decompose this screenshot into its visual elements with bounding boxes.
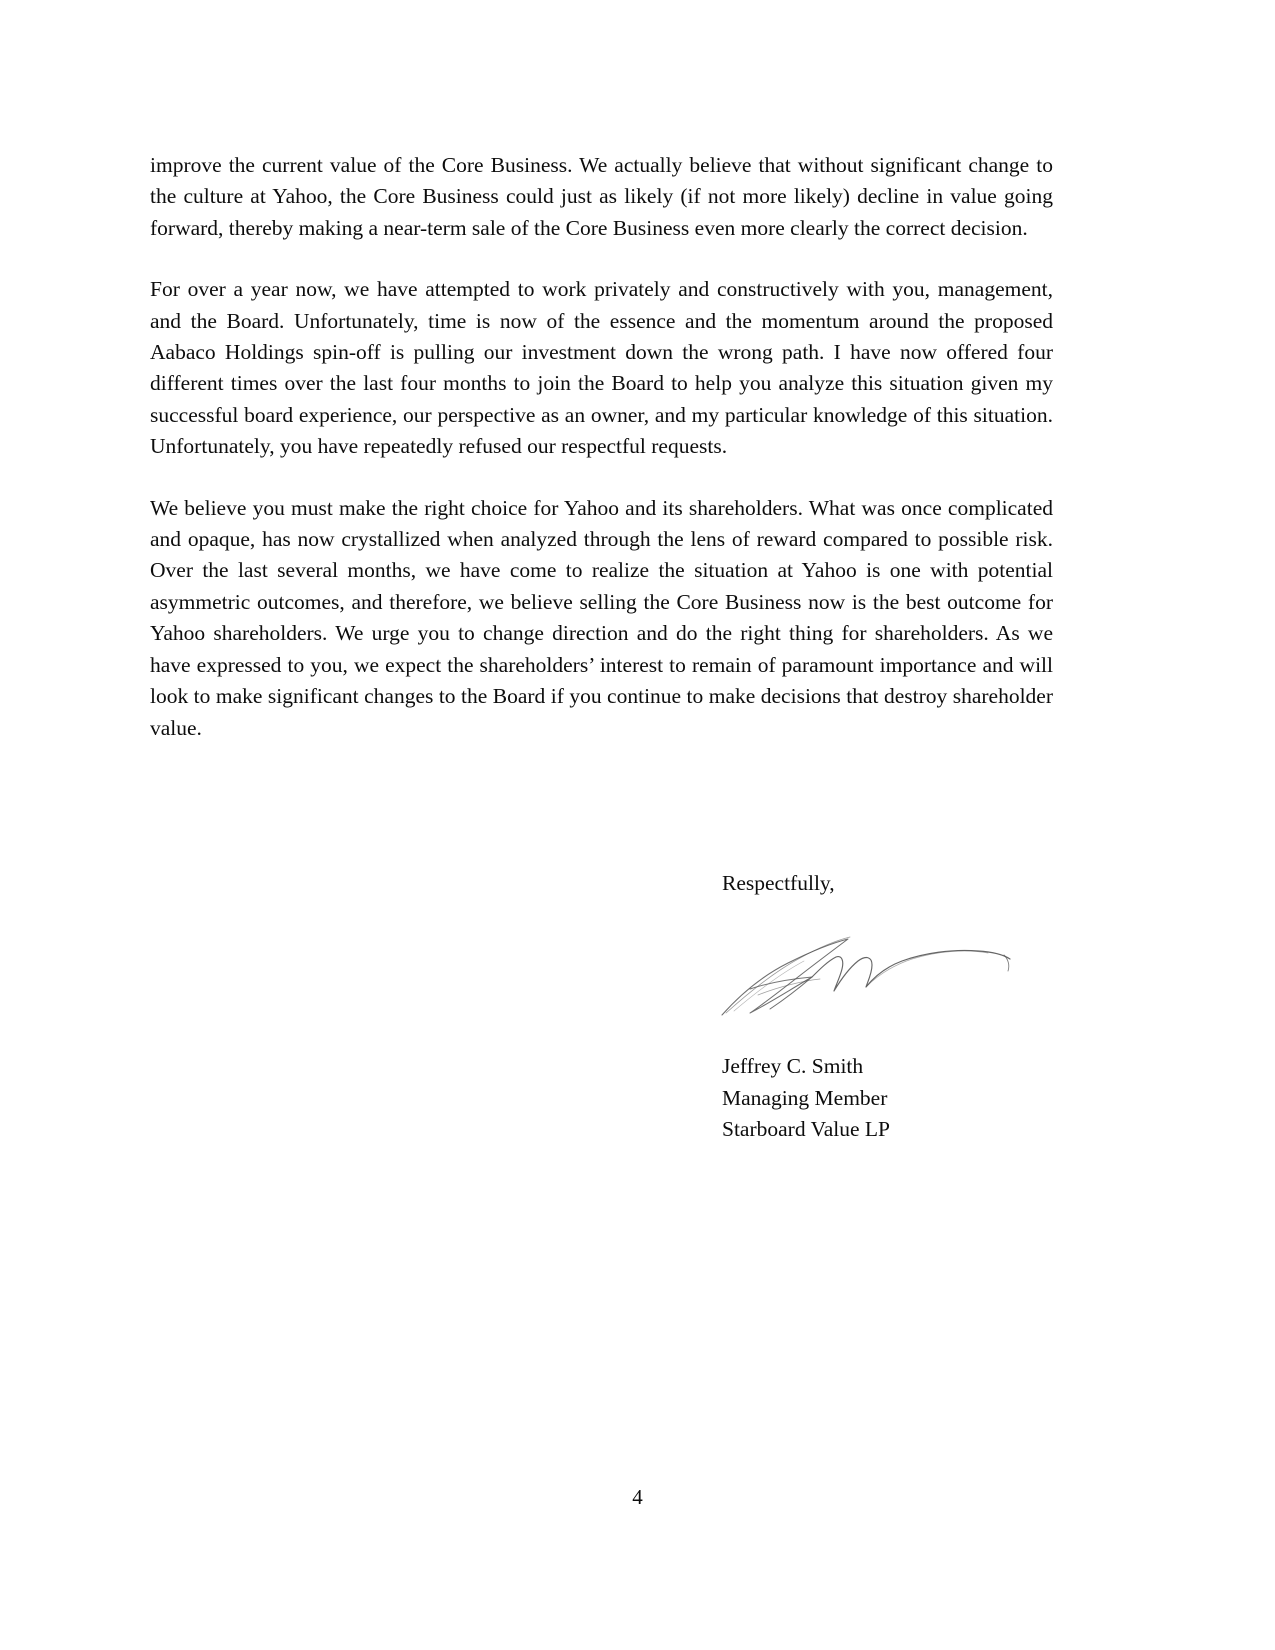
closing-salutation: Respectfully, xyxy=(722,871,835,895)
signer-block xyxy=(722,1051,1152,1145)
body-paragraph-2: For over a year now, we have attempted to work privately and constructively with you, management, and the Board. Unfortunately, time is now of the essence and the momentum around the proposed Aabaco Holdings spin-off is pulling our investment down the wrong path. I have now offered four different times over the last four months to join the Board to help you analyze this situation given my successful board experience, our perspective as an owner, and my particular knowledge of this situation. Unfortunately, you have repeatedly refused our respectful requests. xyxy=(150,277,1053,459)
closing-block xyxy=(722,868,1152,1146)
signer-organization: Starboard Value LP xyxy=(722,1117,890,1142)
signer-name: Jeffrey C. Smith xyxy=(722,1054,864,1079)
body-paragraph-3: We believe you must make the right choice for Yahoo and its shareholders. What was once complicated and opaque, has now crystallized when analyzed through the lens of reward compared to possible risk. Over the last several months, we have come to realize the situation at Yahoo is one with potential asymmetric outcomes, and therefore, we believe selling the Core Business now is the best outcome for Yahoo shareholders. We urge you to change direction and do the right thing for shareholders. As we have expressed to you, we expect the shareholders’ interest to remain of paramount importance and will look to make significant changes to the Board if you continue to make decisions that destroy shareholder value. xyxy=(150,495,1053,740)
signature-image xyxy=(716,915,1016,1025)
letter-body xyxy=(150,150,1053,744)
page-number: 4 xyxy=(632,1485,643,1509)
signer-title: Managing Member xyxy=(722,1085,888,1110)
body-paragraph-1: improve the current value of the Core Business. We actually believe that without significant change to the culture at Yahoo, the Core Business could just as likely (if not more likely) decline in value going forward, thereby making a near-term sale of the Core Business even more clearly the correct decision. xyxy=(150,153,1053,240)
